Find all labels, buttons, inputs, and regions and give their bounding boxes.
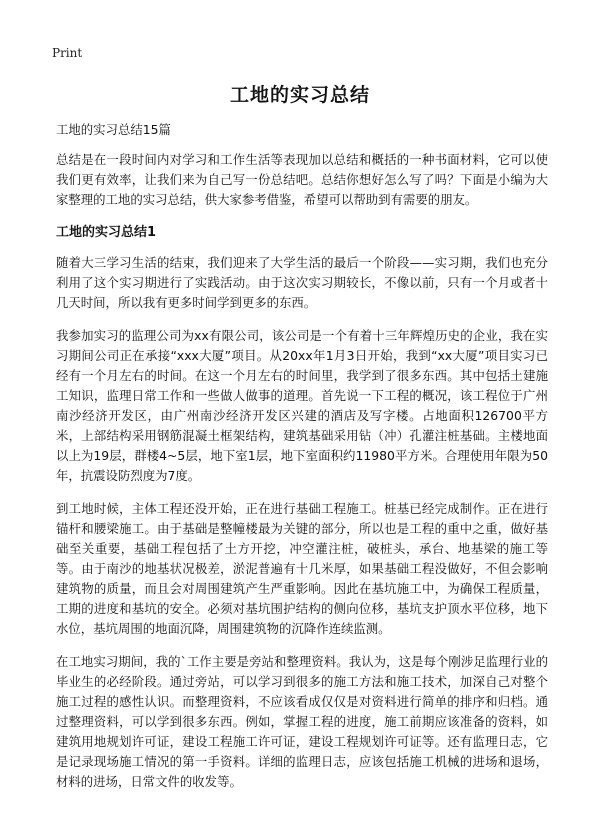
intro-paragraph: 总结是在一段时间内对学习和工作生活等表现加以总结和概括的一种书面材料，它可以使我们更有效率，让我们来为自己写一份总结吧。总结你想好怎么写了吗？下面是小编为大家整理的工地的实习总结，供大家参考借鉴，希望可以帮助到有需要的朋友。 xyxy=(56,152,548,207)
body-paragraph: 我参加实习的监理公司为xx有限公司，该公司是一个有着十三年辉煌历史的企业，我在实习期间公司正在承接“xxx大厦”项目。从20xx年1月3日开始，我到“xx大厦”项目实习已经有一个月左右的时间。在这一个月左右的时间里，我学到了很多东西。其中包括土建施工知识，监理日常工作和一些做人做事的道理。首先说一下工程的概况，该工程位于广州南沙经济开发区，由广州南沙经济开发区兴建的酒店及写字楼。占地面积126700平方米，上部结构采用钢筋混凝土框架结构，建筑基础采用钻（冲）孔灌注桩基础。主楼地面以上为19层，群楼4~5层，地下室1层，地下室面积约11980平方米。合理使用年限为50年，抗震设防烈度为7度。 xyxy=(56,328,548,483)
page-title: 工地的实习总结 xyxy=(229,84,370,106)
article-subtitle: 工地的实习总结15篇 xyxy=(56,122,171,137)
print-link[interactable]: Print xyxy=(52,46,83,60)
body-paragraph: 到工地时候，主体工程还没开始，正在进行基础工程施工。桩基已经完成制作。正在进行锚杆和腰梁施工。由于基础是整幢楼最为关键的部分，所以也是工程的重中之重，做好基础至关重要，基础工程包括了土方开挖，冲空灌注桩，破桩头，承台、地基梁的施工等等。由于南沙的地基状况极差，淤泥普遍有十几米厚，如果基础工程没做好，不但会影响建筑物的质量，而且会对周围建筑产生严重影响。因此在基坑施工中，为确保工程质量，工期的进度和基坑的安全。必须对基坑围护结构的侧向位移，基坑支护顶水平位移，地下水位，基坑周围的地面沉降，周围建筑物的沉降作连续监测。 xyxy=(56,501,548,636)
section-heading: 工地的实习总结1 xyxy=(56,225,157,240)
body-paragraph: 随着大三学习生活的结束，我们迎来了大学生活的最后一个阶段——实习期，我们也充分利用了这个实习期进行了实践活动。由于这次实习期较长，不像以前，只有一个月或者十几天时间，所以我有更多时间学到更多的东西。 xyxy=(56,255,548,310)
body-paragraph: 在工地实习期间，我的`工作主要是旁站和整理资料。我认为，这是每个刚涉足监理行业的毕业生的必经阶段。通过旁站，可以学习到很多的施工方法和施工技术，加深自己对整个施工过程的感性认识。而整理资料，不应该看成仅仅是对资料进行简单的排序和归档。通过整理资料，可以学到很多东西。例如，掌握工程的进度，施工前期应该准备的资料，如建筑用地规划许可证，建设工程施工许可证，建设工程规划许可证等。还有监理日志，它是记录现场施工情况的第一手资料。详细的监理日志，应该包括施工机械的进场和退场，材料的进场，日常文件的收发等。 xyxy=(56,654,548,789)
article-body xyxy=(56,120,548,805)
